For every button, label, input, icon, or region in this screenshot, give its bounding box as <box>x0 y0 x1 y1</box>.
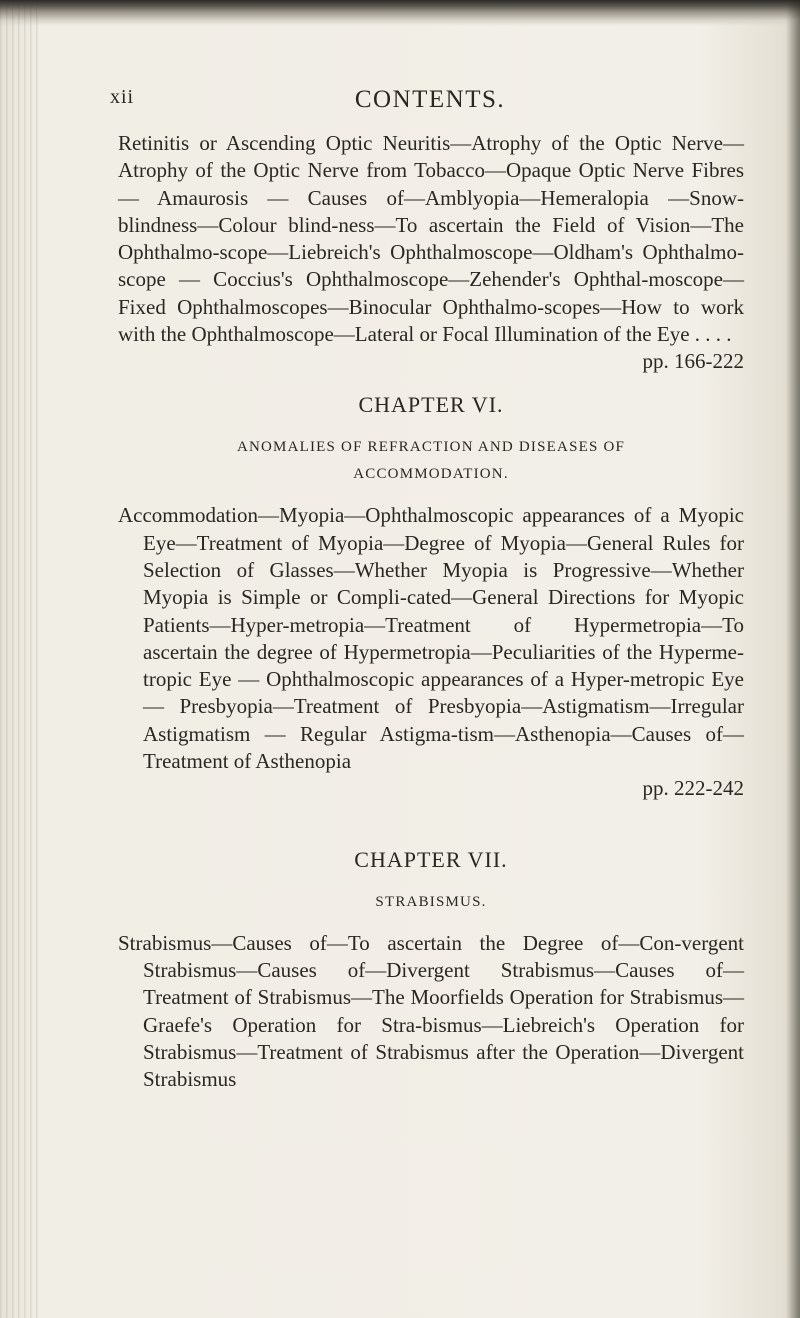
page-fore-edge <box>786 0 800 1318</box>
page-gutter <box>0 0 40 1318</box>
page-range-chapter-vi: pp. 222-242 <box>642 776 744 801</box>
chapter-vi-heading: CHAPTER VI. <box>358 392 504 418</box>
running-title: CONTENTS. <box>354 86 506 113</box>
contents-entry-chapter-vi: Accommodation—Myopia—Ophthalmoscopic appearances of a Myopic Eye—Treatment of Myopia—Degree of Myopia—General Rules for Selection of Glasses—Whether Myopia is Progressive—Whether Myopia is Simple or Compli-cated—General Directions for Myopic Patients—Hyper-metropia—Treatment of Hypermetropia—To ascertain the degree of Hypermetropia—Peculiarities of the Hyperme-tropic Eye — Ophthalmoscopic appearances of a Hyper-metropic Eye — Presbyopia—Treatment of Presbyopia—Astigmatism—Irregular Astigmatism — Regular Astigma-tism—Asthenopia—Causes of—Treatment of Asthenopia <box>118 503 744 774</box>
entry-text: Retinitis or Ascending Optic Neuritis—Atrophy of the Optic Nerve—Atrophy of the Optic Nerve from Tobacco—Opaque Optic Nerve Fibres — Amaurosis — Causes of—Amblyopia—Hemeralopia —Snow-blindness—Colour blind-ness—To ascertain the Field of Vision—The Ophthalmo-scope—Liebreich's Ophthalmoscope—Oldham's Ophthalmo-scope — Coccius's Ophthalmoscope—Zehender's Ophthal-moscope—Fixed Ophthalmoscopes—Binocular Ophthalmo-scopes—How to work with the Ophthalmoscope—Lateral or Focal Illumination of the Eye . . . . <box>118 131 744 347</box>
chapter-vii-heading: CHAPTER VII. <box>354 846 508 872</box>
page-number: xii <box>110 86 135 108</box>
contents-body <box>118 130 744 1093</box>
running-head <box>110 86 750 116</box>
page-top-edge-shadow <box>0 0 800 26</box>
chapter-vi-subtitle-line-1: ANOMALIES OF REFRACTION AND DISEASES OF <box>236 439 626 456</box>
chapter-vi-subtitle-line-2: ACCOMMODATION. <box>353 466 509 483</box>
chapter-vii-subtitle: STRABISMUS. <box>375 893 487 910</box>
contents-entry-chapter-v-continued <box>118 130 744 374</box>
page-range: pp. 166-222 <box>642 349 744 374</box>
contents-entry-chapter-vii: Strabismus—Causes of—To ascertain the Degree of—Con-vergent Strabismus—Causes of—Divergent Strabismus—Causes of—Treatment of Strabismus—The Moorfields Operation for Strabismus—Graefe's Operation for Stra-bismus—Liebreich's Operation for Strabismus—Treatment of Strabismus after the Operation—Divergent Strabismus <box>118 930 744 1092</box>
